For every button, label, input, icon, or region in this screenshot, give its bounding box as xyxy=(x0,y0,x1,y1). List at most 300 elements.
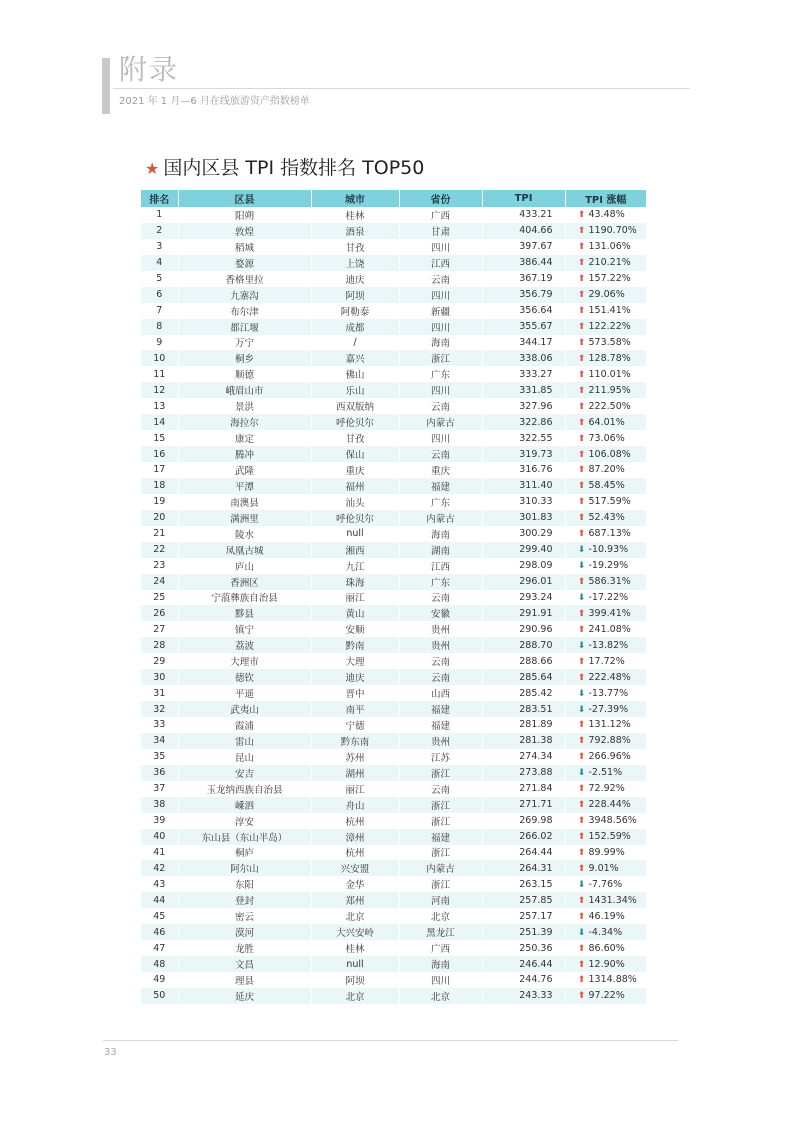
tpi-change-value: 128.78% xyxy=(588,352,631,364)
tpi-change-value: 152.59% xyxy=(588,831,631,843)
tpi-change-value: 222.48% xyxy=(588,671,631,683)
tpi-cell: 299.40 xyxy=(482,542,565,558)
page-number: 33 xyxy=(104,1047,117,1058)
tpi-change-value: 157.22% xyxy=(588,273,631,285)
province-cell: 贵州 xyxy=(399,621,482,637)
arrow-up-icon: ⬆ xyxy=(577,720,586,731)
tpi-cell: 285.64 xyxy=(482,669,565,685)
tpi-change-cell xyxy=(565,876,646,892)
county-cell: 满洲里 xyxy=(178,510,311,526)
county-cell: 康定 xyxy=(178,430,311,446)
tpi-cell: 397.67 xyxy=(482,239,565,255)
tpi-cell: 257.17 xyxy=(482,908,565,924)
tpi-change-cell xyxy=(565,972,646,988)
table-row xyxy=(141,446,646,462)
county-cell: 黟县 xyxy=(178,605,311,621)
rank-cell: 37 xyxy=(141,781,178,797)
column-header-tpi-change: TPI 涨幅 xyxy=(565,190,646,207)
arrow-up-icon: ⬆ xyxy=(577,832,586,843)
column-header-county: 区县 xyxy=(178,190,311,207)
arrow-up-icon: ⬆ xyxy=(577,529,586,540)
city-cell: 福州 xyxy=(311,478,399,494)
table-row xyxy=(141,271,646,287)
tpi-change-cell xyxy=(565,478,646,494)
county-cell: 阿尔山 xyxy=(178,860,311,876)
province-cell: 湖南 xyxy=(399,542,482,558)
table-row xyxy=(141,605,646,621)
county-cell: 安吉 xyxy=(178,765,311,781)
province-cell: 海南 xyxy=(399,526,482,542)
arrow-up-icon: ⬆ xyxy=(577,337,586,348)
tpi-change-cell xyxy=(565,765,646,781)
city-cell: 阿坝 xyxy=(311,972,399,988)
tpi-change-cell xyxy=(565,462,646,478)
tpi-cell: 250.36 xyxy=(482,940,565,956)
table-row xyxy=(141,223,646,239)
table-row xyxy=(141,558,646,574)
tpi-cell: 322.55 xyxy=(482,430,565,446)
rank-cell: 35 xyxy=(141,749,178,765)
tpi-change-value: 17.72% xyxy=(588,655,625,667)
city-cell: 汕头 xyxy=(311,494,399,510)
tpi-change-cell xyxy=(565,590,646,606)
province-cell: 云南 xyxy=(399,653,482,669)
tpi-change-cell xyxy=(565,621,646,637)
county-cell: 德钦 xyxy=(178,669,311,685)
city-cell: / xyxy=(311,335,399,351)
table-row xyxy=(141,892,646,908)
province-cell: 河南 xyxy=(399,892,482,908)
tpi-change-cell xyxy=(565,207,646,223)
city-cell: 湘西 xyxy=(311,542,399,558)
rank-cell: 26 xyxy=(141,605,178,621)
province-cell: 江苏 xyxy=(399,749,482,765)
tpi-change-value: 43.48% xyxy=(588,209,625,221)
tpi-cell: 257.85 xyxy=(482,892,565,908)
tpi-change-cell xyxy=(565,350,646,366)
table-row xyxy=(141,319,646,335)
arrow-up-icon: ⬆ xyxy=(577,975,586,986)
rank-cell: 21 xyxy=(141,526,178,542)
rank-cell: 42 xyxy=(141,860,178,876)
column-header-city: 城市 xyxy=(311,190,399,207)
county-cell: 东山县（东山半岛） xyxy=(178,829,311,845)
tpi-cell: 266.02 xyxy=(482,829,565,845)
arrow-up-icon: ⬆ xyxy=(577,991,586,1002)
tpi-cell: 301.83 xyxy=(482,510,565,526)
city-cell: 安顺 xyxy=(311,621,399,637)
tpi-change-value: 573.58% xyxy=(588,336,631,348)
county-cell: 雷山 xyxy=(178,733,311,749)
county-cell: 平遥 xyxy=(178,685,311,701)
tpi-change-value: -2.51% xyxy=(588,767,623,779)
tpi-change-cell xyxy=(565,526,646,542)
tpi-change-cell xyxy=(565,924,646,940)
tpi-change-value: -4.34% xyxy=(588,926,623,938)
tpi-cell: 300.29 xyxy=(482,526,565,542)
arrow-up-icon: ⬆ xyxy=(577,497,586,508)
province-cell: 云南 xyxy=(399,669,482,685)
city-cell: 保山 xyxy=(311,446,399,462)
city-cell: 阿勒泰 xyxy=(311,303,399,319)
tpi-change-value: 110.01% xyxy=(588,368,631,380)
tpi-change-cell xyxy=(565,366,646,382)
rank-cell: 38 xyxy=(141,797,178,813)
table-row xyxy=(141,398,646,414)
tpi-change-value: 1314.88% xyxy=(588,974,637,986)
tpi-change-cell xyxy=(565,797,646,813)
rank-cell: 23 xyxy=(141,558,178,574)
arrow-up-icon: ⬆ xyxy=(577,911,586,922)
rank-cell: 50 xyxy=(141,988,178,1004)
province-cell: 云南 xyxy=(399,446,482,462)
tpi-cell: 290.96 xyxy=(482,621,565,637)
arrow-up-icon: ⬆ xyxy=(577,800,586,811)
tpi-change-value: 222.50% xyxy=(588,400,631,412)
tpi-cell: 263.15 xyxy=(482,876,565,892)
arrow-up-icon: ⬆ xyxy=(577,433,586,444)
rank-cell: 12 xyxy=(141,382,178,398)
tpi-change-cell xyxy=(565,287,646,303)
arrow-up-icon: ⬆ xyxy=(577,369,586,380)
province-cell: 云南 xyxy=(399,271,482,287)
tpi-cell: 244.76 xyxy=(482,972,565,988)
column-header-tpi: TPI xyxy=(482,190,565,207)
tpi-change-value: -19.29% xyxy=(588,560,629,572)
tpi-cell: 433.21 xyxy=(482,207,565,223)
appendix-subtitle: 2021 年 1 月—6 月在线旅游资产指数榜单 xyxy=(119,96,310,107)
arrow-up-icon: ⬆ xyxy=(577,608,586,619)
rank-cell: 46 xyxy=(141,924,178,940)
tpi-change-cell xyxy=(565,319,646,335)
tpi-change-cell xyxy=(565,892,646,908)
province-cell: 重庆 xyxy=(399,462,482,478)
column-header-province: 省份 xyxy=(399,190,482,207)
county-cell: 淳安 xyxy=(178,813,311,829)
tpi-change-cell xyxy=(565,271,646,287)
tpi-change-cell xyxy=(565,733,646,749)
table-row xyxy=(141,574,646,590)
province-cell: 福建 xyxy=(399,717,482,733)
province-cell: 广东 xyxy=(399,494,482,510)
city-cell: 漳州 xyxy=(311,829,399,845)
tpi-change-cell xyxy=(565,255,646,271)
rank-cell: 15 xyxy=(141,430,178,446)
province-cell: 浙江 xyxy=(399,797,482,813)
rank-cell: 43 xyxy=(141,876,178,892)
tpi-change-cell xyxy=(565,749,646,765)
rank-cell: 7 xyxy=(141,303,178,319)
arrow-up-icon: ⬆ xyxy=(577,959,586,970)
arrow-up-icon: ⬆ xyxy=(577,481,586,492)
rank-cell: 36 xyxy=(141,765,178,781)
tpi-cell: 293.24 xyxy=(482,590,565,606)
rank-cell: 47 xyxy=(141,940,178,956)
table-row xyxy=(141,733,646,749)
province-cell: 云南 xyxy=(399,590,482,606)
table-row xyxy=(141,653,646,669)
tpi-cell: 271.71 xyxy=(482,797,565,813)
tpi-ranking-table xyxy=(141,190,646,1004)
arrow-down-icon: ⬇ xyxy=(577,927,586,938)
table-row xyxy=(141,797,646,813)
rank-cell: 5 xyxy=(141,271,178,287)
province-cell: 浙江 xyxy=(399,845,482,861)
arrow-down-icon: ⬇ xyxy=(577,592,586,603)
tpi-change-value: 87.20% xyxy=(588,464,625,476)
county-cell: 桐庐 xyxy=(178,845,311,861)
tpi-cell: 264.31 xyxy=(482,860,565,876)
table-row xyxy=(141,669,646,685)
tpi-cell: 281.38 xyxy=(482,733,565,749)
province-cell: 广西 xyxy=(399,940,482,956)
city-cell: 酒泉 xyxy=(311,223,399,239)
arrow-down-icon: ⬇ xyxy=(577,545,586,556)
province-cell: 福建 xyxy=(399,829,482,845)
arrow-up-icon: ⬆ xyxy=(577,242,586,253)
tpi-change-value: 517.59% xyxy=(588,496,631,508)
county-cell: 陵水 xyxy=(178,526,311,542)
table-row xyxy=(141,621,646,637)
table-row xyxy=(141,637,646,653)
county-cell: 昆山 xyxy=(178,749,311,765)
footer-divider xyxy=(103,1040,678,1041)
tpi-change-value: 29.06% xyxy=(588,289,625,301)
arrow-up-icon: ⬆ xyxy=(577,784,586,795)
arrow-up-icon: ⬆ xyxy=(577,577,586,588)
rank-cell: 30 xyxy=(141,669,178,685)
tpi-change-value: 399.41% xyxy=(588,607,631,619)
tpi-change-cell xyxy=(565,845,646,861)
tpi-cell: 298.09 xyxy=(482,558,565,574)
city-cell: 金华 xyxy=(311,876,399,892)
tpi-change-value: 131.12% xyxy=(588,719,631,731)
rank-cell: 2 xyxy=(141,223,178,239)
tpi-cell: 296.01 xyxy=(482,574,565,590)
table-row xyxy=(141,239,646,255)
arrow-up-icon: ⬆ xyxy=(577,306,586,317)
tpi-change-value: 46.19% xyxy=(588,910,625,922)
tpi-change-value: 64.01% xyxy=(588,416,625,428)
table-row xyxy=(141,829,646,845)
city-cell: 珠海 xyxy=(311,574,399,590)
city-cell: null xyxy=(311,526,399,542)
tpi-cell: 283.51 xyxy=(482,701,565,717)
arrow-down-icon: ⬇ xyxy=(577,879,586,890)
city-cell: 丽江 xyxy=(311,590,399,606)
arrow-down-icon: ⬇ xyxy=(577,704,586,715)
table-row xyxy=(141,478,646,494)
rank-cell: 11 xyxy=(141,366,178,382)
arrow-up-icon: ⬆ xyxy=(577,258,586,269)
province-cell: 海南 xyxy=(399,956,482,972)
county-cell: 敦煌 xyxy=(178,223,311,239)
city-cell: 九江 xyxy=(311,558,399,574)
rank-cell: 49 xyxy=(141,972,178,988)
arrow-up-icon: ⬆ xyxy=(577,847,586,858)
city-cell: 桂林 xyxy=(311,207,399,223)
rank-cell: 25 xyxy=(141,590,178,606)
arrow-up-icon: ⬆ xyxy=(577,816,586,827)
tpi-change-cell xyxy=(565,303,646,319)
province-cell: 广东 xyxy=(399,366,482,382)
tpi-cell: 281.89 xyxy=(482,717,565,733)
tpi-cell: 243.33 xyxy=(482,988,565,1004)
tpi-change-value: 72.92% xyxy=(588,783,625,795)
arrow-down-icon: ⬇ xyxy=(577,561,586,572)
tpi-change-value: 266.96% xyxy=(588,751,631,763)
city-cell: 西双版纳 xyxy=(311,398,399,414)
tpi-cell: 269.98 xyxy=(482,813,565,829)
header-accent-bar xyxy=(102,58,110,114)
tpi-cell: 331.85 xyxy=(482,382,565,398)
tpi-change-cell xyxy=(565,223,646,239)
rank-cell: 24 xyxy=(141,574,178,590)
city-cell: 佛山 xyxy=(311,366,399,382)
arrow-down-icon: ⬇ xyxy=(577,768,586,779)
tpi-cell: 355.67 xyxy=(482,319,565,335)
tpi-change-value: 228.44% xyxy=(588,799,631,811)
city-cell: 阿坝 xyxy=(311,287,399,303)
county-cell: 宁蒗彝族自治县 xyxy=(178,590,311,606)
rank-cell: 33 xyxy=(141,717,178,733)
city-cell: 重庆 xyxy=(311,462,399,478)
rank-cell: 29 xyxy=(141,653,178,669)
tpi-change-cell xyxy=(565,685,646,701)
city-cell: 郑州 xyxy=(311,892,399,908)
rank-cell: 20 xyxy=(141,510,178,526)
county-cell: 东阳 xyxy=(178,876,311,892)
tpi-change-cell xyxy=(565,574,646,590)
province-cell: 浙江 xyxy=(399,765,482,781)
tpi-change-value: 58.45% xyxy=(588,480,625,492)
city-cell: 北京 xyxy=(311,908,399,924)
tpi-change-value: 122.22% xyxy=(588,321,631,333)
county-cell: 香格里拉 xyxy=(178,271,311,287)
table-row xyxy=(141,701,646,717)
province-cell: 安徽 xyxy=(399,605,482,621)
tpi-change-cell xyxy=(565,908,646,924)
arrow-up-icon: ⬆ xyxy=(577,353,586,364)
province-cell: 四川 xyxy=(399,239,482,255)
county-cell: 布尔津 xyxy=(178,303,311,319)
city-cell: 黔南 xyxy=(311,637,399,653)
tpi-cell: 319.73 xyxy=(482,446,565,462)
rank-cell: 4 xyxy=(141,255,178,271)
table-row xyxy=(141,510,646,526)
rank-cell: 6 xyxy=(141,287,178,303)
table-row xyxy=(141,350,646,366)
rank-cell: 44 xyxy=(141,892,178,908)
tpi-change-value: 131.06% xyxy=(588,241,631,253)
city-cell: 乐山 xyxy=(311,382,399,398)
rank-cell: 48 xyxy=(141,956,178,972)
tpi-cell: 274.34 xyxy=(482,749,565,765)
table-row xyxy=(141,813,646,829)
tpi-cell: 333.27 xyxy=(482,366,565,382)
table-row xyxy=(141,303,646,319)
county-cell: 海拉尔 xyxy=(178,414,311,430)
province-cell: 广东 xyxy=(399,574,482,590)
rank-cell: 17 xyxy=(141,462,178,478)
tpi-change-cell xyxy=(565,653,646,669)
tpi-change-cell xyxy=(565,239,646,255)
rank-cell: 19 xyxy=(141,494,178,510)
tpi-change-cell xyxy=(565,446,646,462)
star-icon: ★ xyxy=(145,159,160,178)
table-row xyxy=(141,542,646,558)
table-row xyxy=(141,255,646,271)
county-cell: 漠河 xyxy=(178,924,311,940)
tpi-cell: 291.91 xyxy=(482,605,565,621)
county-cell: 庐山 xyxy=(178,558,311,574)
rank-cell: 31 xyxy=(141,685,178,701)
province-cell: 四川 xyxy=(399,287,482,303)
tpi-change-cell xyxy=(565,542,646,558)
tpi-change-cell xyxy=(565,637,646,653)
county-cell: 武夷山 xyxy=(178,701,311,717)
tpi-change-value: 1190.70% xyxy=(588,225,637,237)
tpi-cell: 288.70 xyxy=(482,637,565,653)
province-cell: 内蒙古 xyxy=(399,860,482,876)
tpi-change-value: 9.01% xyxy=(588,862,619,874)
tpi-cell: 344.17 xyxy=(482,335,565,351)
province-cell: 云南 xyxy=(399,398,482,414)
city-cell: 黄山 xyxy=(311,605,399,621)
arrow-up-icon: ⬆ xyxy=(577,895,586,906)
table-row xyxy=(141,781,646,797)
county-cell: 腾冲 xyxy=(178,446,311,462)
tpi-cell: 246.44 xyxy=(482,956,565,972)
city-cell: 杭州 xyxy=(311,845,399,861)
county-cell: 延庆 xyxy=(178,988,311,1004)
tpi-cell: 273.88 xyxy=(482,765,565,781)
table-row xyxy=(141,940,646,956)
tpi-change-cell xyxy=(565,605,646,621)
province-cell: 海南 xyxy=(399,335,482,351)
city-cell: 迪庆 xyxy=(311,669,399,685)
province-cell: 广西 xyxy=(399,207,482,223)
rank-cell: 8 xyxy=(141,319,178,335)
county-cell: 阳朔 xyxy=(178,207,311,223)
table-row xyxy=(141,590,646,606)
arrow-down-icon: ⬇ xyxy=(577,688,586,699)
city-cell: 甘孜 xyxy=(311,430,399,446)
province-cell: 四川 xyxy=(399,319,482,335)
province-cell: 浙江 xyxy=(399,876,482,892)
county-cell: 武隆 xyxy=(178,462,311,478)
arrow-up-icon: ⬆ xyxy=(577,322,586,333)
table-row xyxy=(141,335,646,351)
rank-cell: 27 xyxy=(141,621,178,637)
arrow-up-icon: ⬆ xyxy=(577,656,586,667)
arrow-up-icon: ⬆ xyxy=(577,672,586,683)
rank-cell: 22 xyxy=(141,542,178,558)
arrow-up-icon: ⬆ xyxy=(577,863,586,874)
tpi-change-cell xyxy=(565,430,646,446)
county-cell: 嵊泗 xyxy=(178,797,311,813)
province-cell: 内蒙古 xyxy=(399,510,482,526)
tpi-change-cell xyxy=(565,860,646,876)
tpi-change-value: 86.60% xyxy=(588,942,625,954)
city-cell: 大兴安岭 xyxy=(311,924,399,940)
arrow-up-icon: ⬆ xyxy=(577,736,586,747)
tpi-change-value: 73.06% xyxy=(588,432,625,444)
tpi-cell: 251.39 xyxy=(482,924,565,940)
tpi-change-cell xyxy=(565,956,646,972)
table-row xyxy=(141,845,646,861)
city-cell: 兴安盟 xyxy=(311,860,399,876)
